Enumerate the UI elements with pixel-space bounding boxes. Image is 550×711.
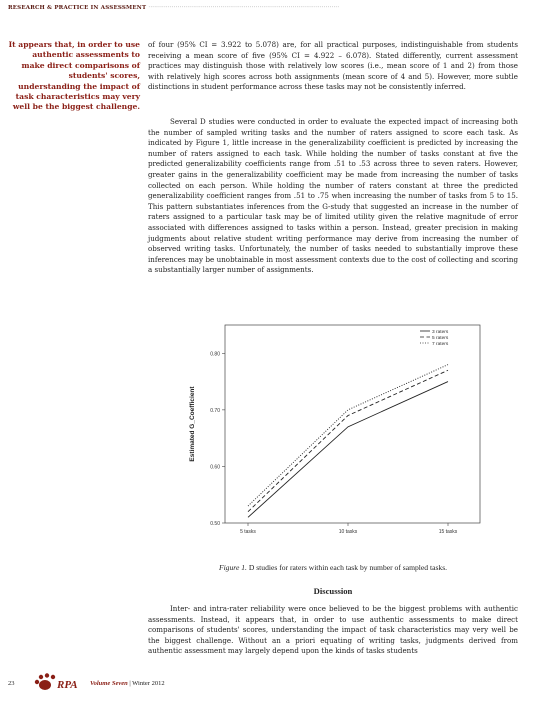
running-head <box>8 5 488 11</box>
rpa-logo-icon <box>28 671 88 695</box>
page-number: 23 <box>8 680 15 687</box>
body-paragraph-2 <box>148 117 518 276</box>
figure-1-chart <box>180 315 490 553</box>
pull-quote: It appears that, in order to use authentic assessments to make direct comparisons of students' scores, understanding the impact of task characteristics may very well be the biggest challenge. <box>8 40 140 112</box>
paragraph-text: of four (95% CI = 3.922 to 5.078) are, for all practical purposes, indistinguishable from students receiving a mean score of five (95% CI = 4.922 – 6.078). Stated differently, current assessment practices may distinguish those with relatively low scores (i.e., mean score of 1 and 2) from those with relatively high scores across both assignments (mean score of 4 and 5). However, more subtle distinctions in student performance across these tasks may not be consistently inferred. <box>148 40 518 92</box>
running-head-dots: ·································································································· <box>148 5 340 11</box>
legend-label: 3 raters <box>432 330 449 335</box>
figure-label: Figure 1. <box>218 563 247 572</box>
x-tick-label: 10 tasks <box>338 529 358 535</box>
series-line-3-raters <box>248 382 448 518</box>
y-tick-label: 0.70 <box>210 407 220 414</box>
paragraph-text: Several D studies were conducted in order to evaluate the expected impact of increasing both the number of sampled writing tasks and the number of raters assigned to score each task. As indicated by Figure 1, little increase in the generalizability coefficient is predicted by increasing the number of raters assigned to each task. While holding the number of tasks constant at five the predicted generalizability coefficients range from .51 to .53 across three to seven raters. However, greater gains in the generalizability coefficient may be made from increasing the number of tasks collected on each person. While holding the number of raters constant at three the predicted generalizability coefficient ranges from .51 to .75 when increasing the number of tasks from 5 to 15. This pattern substantiates inferences from the G-study that suggested an increase in the number of raters assigned to a particular task may be of limited utility given the relative magnitude of error associated with differences assigned to tasks within a person. Instead, greater precision in making judgments about relative student writing performance may derive from increasing the number of observed writing tasks. Unfortunately, the number of tasks needed to substantially improve these inferences may be unobtainable in most assessment contexts due to the cost of collecting and scoring a substantially larger number of assignments. <box>148 117 518 275</box>
y-tick-label: 0.80 <box>210 351 220 358</box>
body-paragraph-3 <box>148 604 518 657</box>
issue-label: | Winter 2012 <box>127 680 165 687</box>
x-tick-label: 15 tasks <box>438 529 458 535</box>
y-axis-label: Estimated G_Coefficient <box>189 386 196 462</box>
plot-frame <box>225 325 480 523</box>
logo-text: RPA <box>57 679 78 691</box>
y-tick-label: 0.60 <box>210 464 220 471</box>
figure-caption-text: D studies for raters within each task by number of sampled tasks. <box>246 563 448 572</box>
running-head-text: RESEARCH & PRACTICE IN ASSESSMENT <box>8 5 147 11</box>
paragraph-text: Inter- and intra-rater reliability were once believed to be the biggest problems with authentic assessments. Instead, it appears that, in order to use authentic assessments to make direct comparisons of students' scores, understanding the impact of task characteristics may very well be the biggest challenge. Without an a priori equating of writing tasks, judgments derived from authentic assessment may largely depend upon the kinds of tasks students <box>148 604 518 656</box>
journal-info <box>90 680 165 687</box>
volume-label: Volume Seven <box>90 680 128 687</box>
x-tick-label: 5 tasks <box>240 529 256 535</box>
body-paragraph-1 <box>148 40 518 93</box>
figure-caption <box>148 563 518 572</box>
y-tick-label: 0.50 <box>210 521 220 527</box>
legend-label: 5 raters <box>432 336 449 341</box>
legend-label: 7 raters <box>432 342 449 347</box>
line-chart <box>180 315 490 553</box>
page-footer <box>8 671 208 697</box>
series-line-7-raters <box>248 365 448 506</box>
section-heading: Discussion <box>313 586 353 596</box>
